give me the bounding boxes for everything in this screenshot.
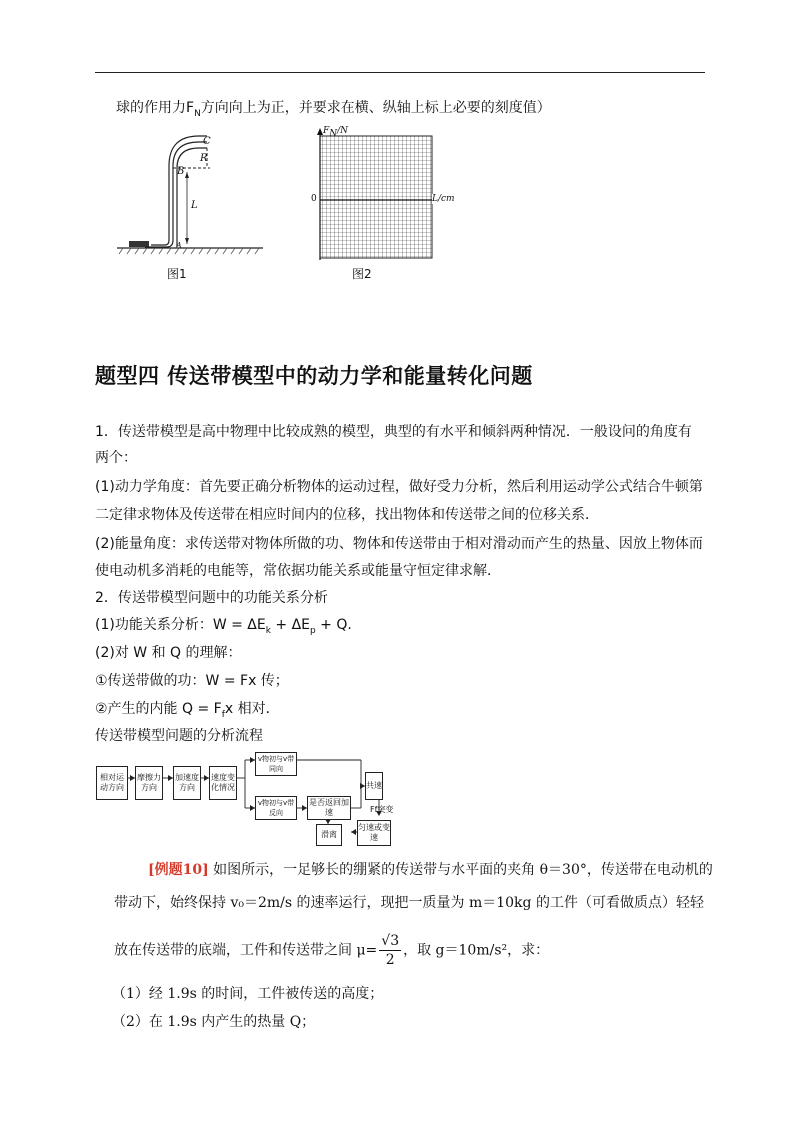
origin-label: 0 xyxy=(311,194,317,204)
label-A: A xyxy=(176,241,182,250)
para-6: (2)对 W 和 Q 的理解： xyxy=(95,645,242,661)
x-axis-label: L/cm xyxy=(432,194,455,204)
flow-box-common-velocity: 共速 xyxy=(365,772,383,800)
label-L: L xyxy=(191,200,198,211)
flow-box-friction-direction: 摩擦力方向 xyxy=(135,766,163,800)
para-9: 传送带模型问题的分析流程 xyxy=(95,728,263,744)
para-5: (1)功能关系分析：$W = \Delta E_k + \Delta E_p + Q$. xyxy=(95,617,352,636)
flow-box-opposite-direction: v物初与v带反向 xyxy=(255,796,297,820)
para-1b: 两个： xyxy=(95,450,137,466)
flow-box-same-direction: v物初与v带同向 xyxy=(255,752,297,776)
para-3a: (2)能量角度：求传送带对物体所做的功、物体和传送带由于相对滑动而产生的热量、因放上物体而 xyxy=(95,536,703,552)
para-7: ①传送带做的功：W = Fx 传； xyxy=(95,673,289,689)
para-3b: 使电动机多消耗的电能等，常依据功能关系或能量守恒定律求解． xyxy=(95,563,501,579)
flow-box-uniform-or-variable: 匀速或变速 xyxy=(357,820,391,846)
question-2: （2）在 1.9s 内产生的热量 Q； xyxy=(112,1014,316,1030)
para-1a: 1．传送带模型是高中物理中比较成熟的模型，典型的有水平和倾斜两种情况．一般设问的角度有 xyxy=(95,424,692,440)
label-R: R xyxy=(200,153,208,164)
question-1: （1）经 1.9s 的时间，工件被传送的高度； xyxy=(112,986,384,1002)
example-line3: 放在传送带的底端，工件和传送带之间 μ= $\frac{√3}{2}$ ，取 g＝10m/s²，求： xyxy=(114,933,550,968)
figure1-diagram xyxy=(115,128,265,258)
example-tag: [例题10] xyxy=(148,862,209,878)
flow-label-friction-change: Ff突变 xyxy=(370,805,394,814)
para-4: 2．传送带模型问题中的功能关系分析 xyxy=(95,590,328,606)
para-8: ②产生的内能 $Q = F_fx$ 相对． xyxy=(95,701,280,720)
intro-line: 球的作用力$F_N$方向向上为正，并要求在横、纵轴上标上必要的刻度值） xyxy=(116,100,551,119)
example-line2: 带动下，始终保持 v₀＝2m/s 的速率运行，现把一质量为 m＝10kg 的工件（可看做质点）轻轻 xyxy=(114,895,704,911)
flow-box-acceleration-direction: 加速度方向 xyxy=(173,766,201,800)
figure2-caption: 图2 xyxy=(352,267,372,281)
label-B: B xyxy=(177,166,185,177)
para-2a: (1)动力学角度：首先要正确分析物体的运动过程，做好受力分析，然后利用运动学公式结合牛顿第 xyxy=(95,479,703,495)
flow-box-return-accelerate: 是否返回加速 xyxy=(307,796,351,820)
figure1-caption: 图1 xyxy=(167,267,187,281)
mu-fraction: $\frac{√3}{2}$ xyxy=(381,933,400,968)
flow-box-velocity-change: 速度变化情况 xyxy=(209,766,237,800)
flow-box-slide-off: 滑离 xyxy=(316,824,342,846)
flow-box-relative-motion: 相对运动方向 xyxy=(96,766,128,800)
label-C: C xyxy=(203,136,211,147)
header-rule xyxy=(95,72,705,73)
para-2b: 二定律求物体及传送带在相应时间内的位移，找出物体和传送带之间的位移关系． xyxy=(95,507,599,523)
example-line1: [例题10] 如图所示，一足够长的绷紧的传送带与水平面的夹角 θ＝30°，传送带在电动机的 xyxy=(148,862,713,878)
section-heading: 题型四 传送带模型中的动力学和能量转化问题 xyxy=(95,364,533,388)
y-axis-label: $F_N/N$ xyxy=(323,126,349,139)
